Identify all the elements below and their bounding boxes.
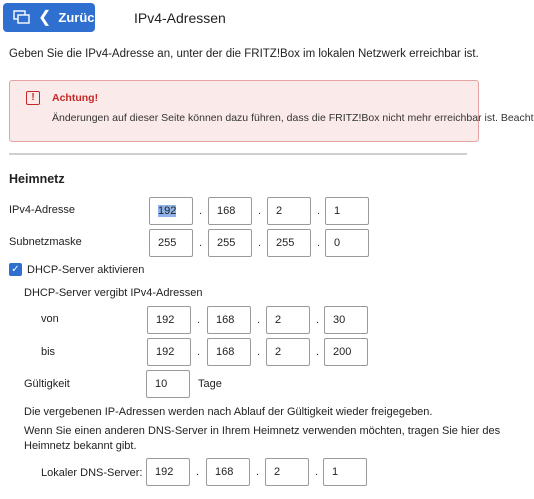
dhcp-to-octet-1[interactable]: 192: [147, 338, 191, 366]
subnet-octet-3[interactable]: 255: [267, 229, 311, 257]
separator-dot: .: [257, 314, 261, 326]
dhcp-range-heading: DHCP-Server vergibt IPv4-Adressen: [24, 287, 203, 299]
back-button[interactable]: [3, 3, 102, 32]
ipv4-octet-1-value: 192: [158, 205, 177, 217]
separator-dot: .: [258, 205, 262, 217]
dhcp-to-label: bis: [41, 346, 56, 358]
network-device-icon: [13, 10, 30, 25]
separator-dot: .: [317, 205, 321, 217]
dhcp-checkbox-label[interactable]: DHCP-Server aktivieren: [27, 264, 145, 276]
ipv4-label: IPv4-Adresse: [9, 204, 76, 216]
chevron-left-icon: ❮: [38, 8, 52, 26]
dhcp-to-octet-3[interactable]: 2: [266, 338, 310, 366]
release-note: Die vergebenen IP-Adressen werden nach Ablauf der Gültigkeit wieder freigegeben.: [24, 406, 433, 418]
dhcp-from-octet-3[interactable]: 2: [266, 306, 310, 334]
warning-icon: !: [26, 91, 40, 105]
separator-dot: .: [316, 314, 320, 326]
intro-text: Geben Sie die IPv4-Adresse an, unter der die FRITZ!Box im lokalen Netzwerk erreichbar ist.: [9, 48, 479, 60]
dhcp-from-octet-1[interactable]: 192: [147, 306, 191, 334]
separator-dot: .: [197, 346, 201, 358]
separator-dot: .: [257, 346, 261, 358]
subnet-octet-2[interactable]: 255: [208, 229, 252, 257]
dns-note-line-2: Heimnetz bekannt gibt.: [24, 440, 137, 452]
dns-octet-3[interactable]: 2: [265, 458, 309, 486]
separator-dot: .: [315, 466, 319, 478]
dns-octet-2[interactable]: 168: [206, 458, 250, 486]
dhcp-from-octet-2[interactable]: 168: [207, 306, 251, 334]
dhcp-to-octet-2[interactable]: 168: [207, 338, 251, 366]
alert-title: Achtung!: [52, 92, 99, 104]
dns-octet-1[interactable]: 192: [146, 458, 190, 486]
dns-note-line-1: Wenn Sie einen anderen DNS-Server in Ihrem Heimnetz verwenden möchten, tragen Sie hier des: [24, 425, 501, 437]
separator-dot: .: [317, 237, 321, 249]
warning-alert: [9, 80, 534, 142]
subnet-octet-4[interactable]: 0: [325, 229, 369, 257]
ipv4-octet-1[interactable]: [149, 197, 193, 225]
alert-text: Änderungen auf dieser Seite können dazu führen, dass die FRITZ!Box nicht mehr erreichbar ist. Beacht: [52, 112, 534, 124]
separator-dot: .: [256, 466, 260, 478]
dhcp-checkbox[interactable]: [9, 263, 22, 276]
dhcp-to-octet-4[interactable]: 200: [324, 338, 368, 366]
ipv4-octet-4[interactable]: 1: [325, 197, 369, 225]
dhcp-from-octet-4[interactable]: 30: [324, 306, 368, 334]
subnet-octet-1[interactable]: 255: [149, 229, 193, 257]
validity-unit: Tage: [198, 378, 222, 390]
divider: [9, 153, 467, 155]
dhcp-from-label: von: [41, 313, 59, 325]
dns-server-label: Lokaler DNS-Server:: [41, 467, 143, 479]
dns-octet-4[interactable]: 1: [323, 458, 367, 486]
subnet-label: Subnetzmaske: [9, 236, 82, 248]
separator-dot: .: [197, 314, 201, 326]
validity-input[interactable]: 10: [146, 370, 190, 398]
checkmark-icon: ✓: [11, 264, 20, 275]
back-button-label: Zurück: [58, 10, 102, 25]
ipv4-octet-2[interactable]: 168: [208, 197, 252, 225]
page-title: IPv4-Adressen: [134, 10, 226, 26]
ipv4-octet-3[interactable]: 2: [267, 197, 311, 225]
separator-dot: .: [199, 205, 203, 217]
section-title: Heimnetz: [9, 172, 65, 186]
separator-dot: .: [196, 466, 200, 478]
validity-label: Gültigkeit: [24, 378, 70, 390]
separator-dot: .: [199, 237, 203, 249]
separator-dot: .: [258, 237, 262, 249]
separator-dot: .: [316, 346, 320, 358]
